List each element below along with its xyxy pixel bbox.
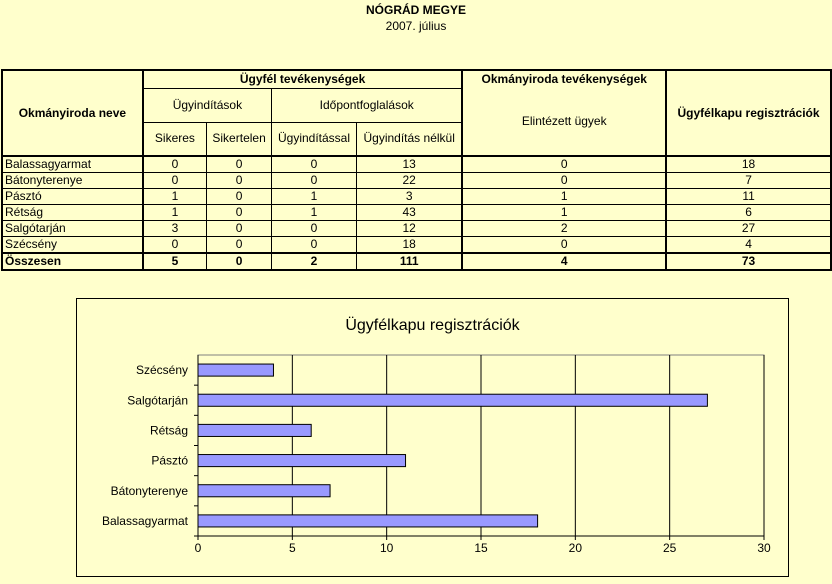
col-header-sikeres: Sikeres (143, 122, 207, 156)
report-table (1, 69, 832, 271)
row-name: Rétság (2, 205, 143, 221)
cell-sikertelen: 0 (207, 205, 272, 221)
cell-nelkul: 13 (356, 156, 462, 173)
col-header-name: Okmányiroda neve (2, 70, 143, 156)
cell-sikeres: 1 (143, 189, 207, 205)
cell-sikeres: 3 (143, 221, 207, 237)
cell-ugyinditassal: 0 (272, 221, 357, 237)
cell-ugyinditassal: 0 (272, 156, 357, 173)
cell-ugyfelkapu: 4 (666, 237, 831, 254)
x-tick-label: 5 (288, 541, 296, 555)
col-header-elintezett: Elintézett ügyek (462, 88, 666, 156)
sub-header-ugyinditasok: Ügyindítások (143, 88, 272, 122)
bar (198, 485, 330, 497)
cell-elintezett: 2 (462, 221, 666, 237)
bar (198, 455, 406, 467)
total-nelkul: 111 (356, 253, 462, 270)
table-row (2, 189, 831, 205)
cell-nelkul: 22 (356, 173, 462, 189)
cell-sikertelen: 0 (207, 156, 272, 173)
col-header-ugyfelkapu: Ügyfélkapu regisztrációk (666, 70, 831, 156)
bar (198, 424, 311, 436)
cell-ugyfelkapu: 6 (666, 205, 831, 221)
row-name: Balassagyarmat (2, 156, 143, 173)
row-name: Salgótarján (2, 221, 143, 237)
chart-title: Ügyfélkapu regisztrációk (345, 317, 520, 334)
total-sikertelen: 0 (207, 253, 272, 270)
col-header-ugyinditas-nelkul: Ügyindítás nélkül (356, 122, 462, 156)
cell-sikertelen: 0 (207, 221, 272, 237)
x-tick-label: 30 (757, 541, 771, 555)
cell-elintezett: 0 (462, 156, 666, 173)
group-header-okmany: Okmányiroda tevékenységek (462, 70, 666, 88)
cell-sikeres: 0 (143, 156, 207, 173)
bar (198, 364, 273, 376)
x-tick-label: 15 (474, 541, 488, 555)
bar (198, 394, 707, 406)
cell-sikeres: 0 (143, 237, 207, 254)
y-tick-label: Salgótarján (127, 393, 188, 408)
cell-sikertelen: 0 (207, 237, 272, 254)
table-row (2, 173, 831, 189)
y-tick-label: Szécsény (135, 363, 188, 378)
total-sikeres: 5 (143, 253, 207, 270)
cell-elintezett: 0 (462, 237, 666, 254)
cell-elintezett: 0 (462, 173, 666, 189)
row-name: Pásztó (2, 189, 143, 205)
bar (198, 515, 538, 527)
cell-nelkul: 3 (356, 189, 462, 205)
table-row (2, 156, 831, 173)
sub-header-idopont: Időpontfoglalások (272, 88, 463, 122)
table-row (2, 237, 831, 254)
cell-nelkul: 12 (356, 221, 462, 237)
table-row (2, 221, 831, 237)
cell-elintezett: 1 (462, 189, 666, 205)
x-tick-label: 0 (194, 541, 202, 555)
cell-sikeres: 0 (143, 173, 207, 189)
row-name: Bátonyterenye (2, 173, 143, 189)
chart-panel (76, 298, 789, 577)
group-header-ugyfel: Ügyfél tevékenységek (143, 70, 463, 88)
cell-ugyfelkapu: 11 (666, 189, 831, 205)
row-name: Szécsény (2, 237, 143, 254)
cell-ugyfelkapu: 18 (666, 156, 831, 173)
y-tick-label: Rétság (149, 423, 188, 438)
cell-ugyinditassal: 1 (272, 189, 357, 205)
total-ugyfelkapu: 73 (666, 253, 831, 270)
col-header-ugyinditassal: Ügyindítással (272, 122, 357, 156)
x-tick-label: 25 (662, 541, 677, 555)
cell-elintezett: 1 (462, 205, 666, 221)
page-subtitle: 2007. július (385, 19, 447, 33)
total-ugyinditassal: 2 (272, 253, 357, 270)
cell-sikeres: 1 (143, 205, 207, 221)
cell-ugyinditassal: 0 (272, 173, 357, 189)
cell-ugyinditassal: 1 (272, 205, 357, 221)
cell-ugyinditassal: 0 (272, 237, 357, 254)
total-label: Összesen (2, 253, 143, 270)
table-row (2, 205, 831, 221)
total-elintezett: 4 (462, 253, 666, 270)
cell-sikertelen: 0 (207, 189, 272, 205)
cell-sikertelen: 0 (207, 173, 272, 189)
cell-nelkul: 18 (356, 237, 462, 254)
page-title: NÓGRÁD MEGYE (365, 3, 466, 17)
bar-chart (77, 299, 788, 576)
y-tick-label: Bátonyterenye (110, 483, 188, 498)
table-total-row (2, 253, 831, 270)
cell-nelkul: 43 (356, 205, 462, 221)
col-header-sikertelen: Sikertelen (207, 122, 272, 156)
x-tick-label: 10 (379, 541, 394, 555)
cell-ugyfelkapu: 7 (666, 173, 831, 189)
y-tick-label: Pásztó (151, 453, 188, 468)
x-tick-label: 20 (568, 541, 583, 555)
y-tick-label: Balassagyarmat (101, 513, 188, 528)
cell-ugyfelkapu: 27 (666, 221, 831, 237)
